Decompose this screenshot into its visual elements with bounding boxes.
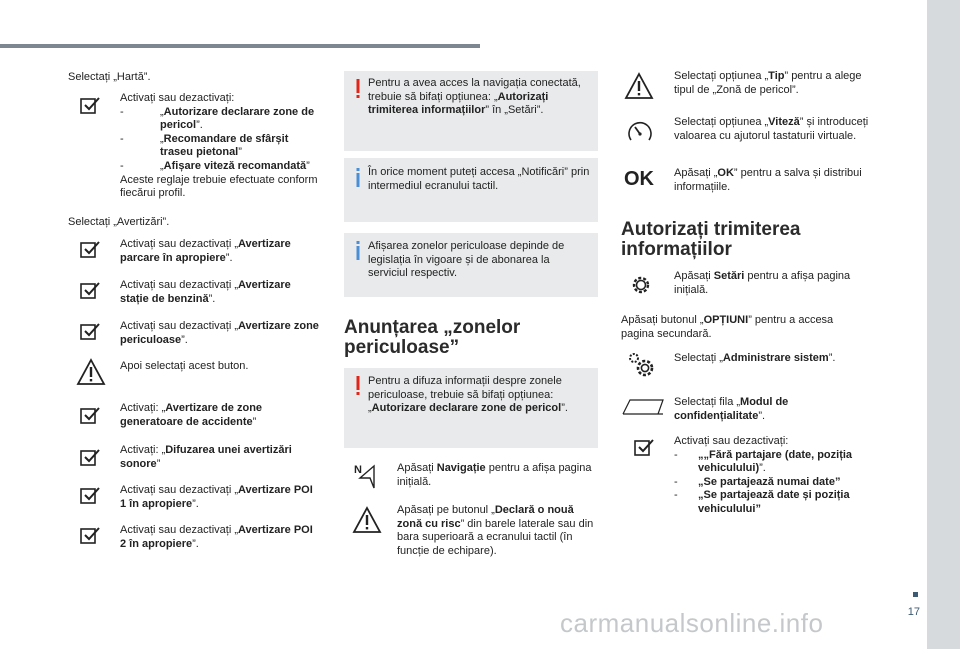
text-suffix: ”	[156, 457, 161, 470]
activate-label: Activați sau dezactivați:	[120, 92, 235, 104]
option-label: Autorizare declarare zone de pericol	[160, 105, 315, 132]
gear-icon	[628, 272, 654, 298]
text-suffix: ” pentru a alege tipul de „Zonă de pericol”.	[674, 70, 862, 96]
note-box-notifications	[344, 158, 598, 222]
checkbox-icon	[78, 404, 102, 428]
ok-icon: OK	[624, 168, 654, 190]
text-prefix: Activați sau dezactivați „	[120, 238, 238, 250]
list-item: - „Autorizare declarare zone de pericol”.	[120, 105, 315, 132]
text-suffix: pentru a afișa pagina inițială.	[674, 270, 851, 296]
options-instruction	[621, 314, 869, 341]
navigation-arrow-icon	[354, 462, 382, 492]
option-label: Administrare sistem	[722, 352, 829, 364]
text-prefix: Pentru a difuza informații despre zonele periculoase, trebuie să bifați opțiunea: „	[368, 375, 562, 415]
text-prefix: Apăsați „	[674, 167, 718, 179]
instruction-text: Apoi selectați acest buton.	[120, 360, 249, 372]
text-prefix: Apăsați	[674, 270, 714, 282]
warning-triangle-icon	[76, 358, 106, 386]
svg-text:N: N	[354, 464, 362, 476]
option-label: Modul de confidențialitate	[674, 396, 789, 422]
option-label: „„Fără partajare (date, poziția vehiculului)	[698, 448, 853, 475]
text-suffix: ” în „Setări”.	[485, 104, 544, 117]
checkbox-icon	[78, 279, 102, 303]
option-label: OK	[717, 167, 734, 179]
text-suffix: ” pentru a accesa pagina secundară.	[621, 314, 834, 340]
checkbox-icon	[78, 446, 102, 470]
option-label: Afișare viteză recomandată	[163, 159, 307, 172]
continue-square-icon	[913, 592, 918, 597]
list-item: - „Se partajează date și poziția vehiculului”	[674, 489, 850, 515]
option-label: Avertizare zone periculoase	[120, 320, 319, 346]
checkbox-icon	[78, 238, 102, 262]
option-label: Tip	[768, 70, 785, 82]
option-label: Declară o nouă zonă cu risc	[397, 504, 574, 530]
note-text: În orice moment puteți accesa „Notificări” prin intermediul ecranului tactil.	[368, 166, 590, 192]
text-suffix: ”.	[828, 352, 836, 364]
text-prefix: Selectați opțiunea „	[674, 70, 769, 82]
text-prefix: Activați: „	[120, 444, 166, 456]
list-item: - „Recomandare de sfârșit traseu pietonal”	[120, 132, 289, 159]
list-item: - „„Fără partajare (date, poziția vehiculului)”.	[674, 448, 853, 475]
section-heading-send-info: Autorizați trimiterea informațiilor	[621, 219, 801, 260]
info-icon	[355, 168, 361, 188]
checkbox-icon	[632, 436, 656, 460]
text-suffix: ”.	[225, 251, 233, 264]
text-prefix: Activați: „	[120, 402, 166, 414]
text-prefix: Apăsați pe butonul „	[397, 504, 495, 516]
text-suffix: ”.	[181, 333, 188, 346]
text-suffix: ”.	[208, 292, 216, 305]
gears-icon	[626, 350, 656, 380]
activate-label: Activați sau dezactivați:	[674, 435, 789, 447]
option-label: Avertizare de zone generatoare de accidente	[120, 402, 263, 428]
text-prefix: Activați sau dezactivați „	[120, 484, 238, 496]
text-prefix: Selectați opțiunea „	[674, 116, 769, 128]
tab-shape-icon	[622, 398, 664, 416]
text-prefix: Activați sau dezactivați „	[120, 524, 238, 536]
text-prefix: Activați sau dezactivați „	[120, 320, 238, 332]
option-label: Avertizare stație de benzină	[120, 279, 291, 305]
top-accent-bar	[0, 44, 480, 48]
option-label: Avertizare POI 1 în apropiere	[120, 484, 313, 510]
option-label: Difuzarea unei avertizări sonore	[120, 444, 292, 470]
text-suffix: ”.	[192, 537, 199, 550]
option-label: Avertizare POI 2 în apropiere	[120, 524, 313, 550]
note-box-danger-info	[344, 368, 598, 448]
warning-triangle-icon	[352, 506, 382, 534]
option-label: Viteză	[768, 116, 800, 128]
text-prefix: Selectați „	[674, 352, 723, 364]
text-prefix: Activați sau dezactivați „	[120, 279, 238, 291]
option-label: Avertizare parcare în apropiere	[120, 238, 291, 264]
option-label: Recomandare de sfârșit traseu pietonal	[160, 132, 289, 159]
text-suffix: ” pentru a salva și distribui informațiile.	[674, 167, 862, 193]
text-prefix: Apăsați butonul „	[621, 314, 704, 326]
option-label: Navigație	[436, 462, 486, 474]
page-number: 17	[907, 606, 920, 618]
text-suffix: ” din barele laterale sau din bara superioară a ecranului tactil (în funcție de echipare).	[397, 517, 594, 557]
option-label: Autorizați trimiterea informațiilor	[368, 90, 549, 117]
text-suffix: ” și introduceți valoarea cu ajutorul tastaturii virtuale.	[674, 116, 869, 142]
list-item: - „Afișare viteză recomandată”	[120, 159, 310, 172]
checkbox-icon	[78, 320, 102, 344]
select-alerts-text: Selectați „Avertizări”.	[68, 216, 170, 228]
profile-note: Aceste reglaje trebuie efectuate conform fiecărui profil.	[120, 173, 318, 200]
text-suffix: ”.	[758, 409, 766, 422]
text-suffix: ”.	[561, 402, 568, 415]
select-map-text: Selectați „Hartă”.	[68, 71, 151, 83]
text-suffix: ”.	[192, 497, 199, 510]
checkbox-icon	[78, 94, 102, 118]
text-prefix: Pentru a avea acces la navigația conectată, trebuie să bifați opțiunea: „	[368, 77, 581, 103]
checkbox-icon	[78, 484, 102, 508]
text-prefix: Apăsați	[397, 462, 437, 474]
speedometer-icon	[626, 118, 654, 146]
text-prefix: Selectați fila „	[674, 396, 741, 408]
section-heading-danger-zones: Anunțarea „zonelor periculoase”	[344, 317, 521, 358]
option-label: „Se partajează date și poziția vehiculului”	[698, 489, 850, 515]
text-suffix: pentru a afișa pagina inițială.	[397, 462, 592, 488]
list-item: - „Se partajează numai date”	[674, 475, 841, 488]
side-margin-bar	[927, 0, 960, 649]
note-box-legislation	[344, 233, 598, 297]
option-label: „Se partajează numai date”	[698, 475, 841, 488]
option-label: Setări	[713, 270, 745, 282]
note-box-connected-nav	[344, 71, 598, 151]
note-text: Afișarea zonelor periculoase depinde de legislația în vigoare și de abonarea la serviciul respectiv.	[368, 240, 565, 280]
warning-triangle-icon	[624, 72, 654, 100]
option-label: OPȚIUNI	[703, 314, 749, 326]
option-label: Autorizare declarare zone de pericol	[371, 402, 562, 415]
watermark: carmanualsonline.info	[560, 608, 824, 638]
info-icon	[355, 241, 361, 261]
text-suffix: ”	[252, 415, 257, 428]
exclamation-icon	[355, 79, 361, 99]
checkbox-icon	[78, 524, 102, 548]
exclamation-icon	[355, 376, 361, 396]
